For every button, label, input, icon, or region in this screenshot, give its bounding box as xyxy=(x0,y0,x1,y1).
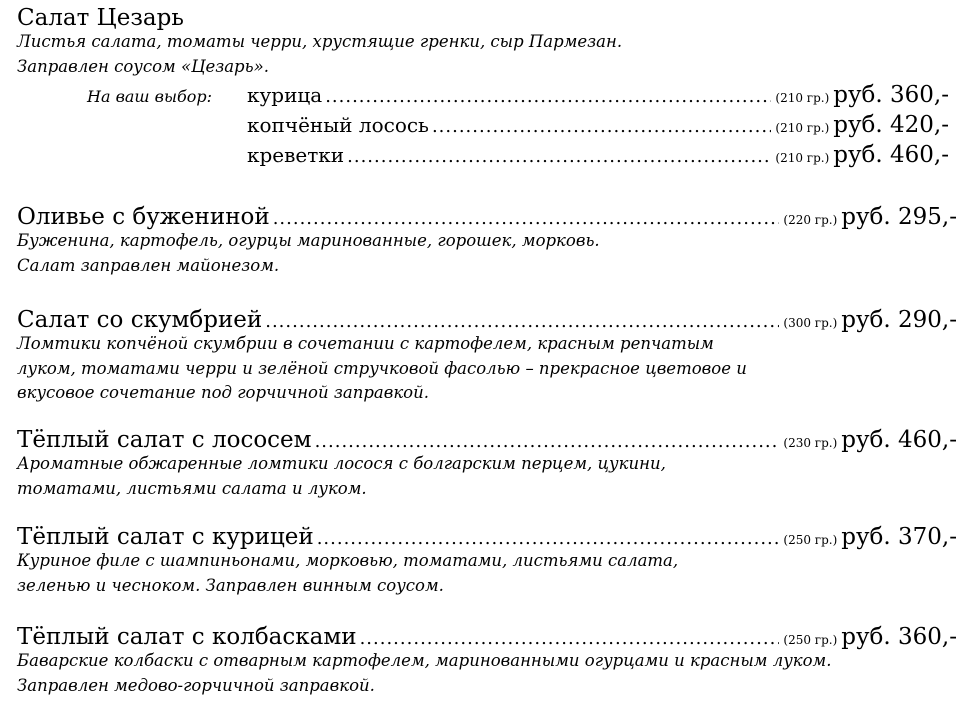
dish-price: руб. 460,- xyxy=(841,427,957,453)
option-weight: (210 гр.) xyxy=(775,151,830,165)
dish-description xyxy=(17,452,957,501)
description-line: Салат заправлен майонезом. xyxy=(17,255,280,275)
option-row-salmon xyxy=(87,110,949,140)
dish-name: Тёплый салат с колбасками xyxy=(17,624,357,650)
description-line: вкусовое сочетание под горчичной заправкой. xyxy=(17,383,429,402)
dish-name: Оливье с бужениной xyxy=(17,204,270,230)
dish-name: Тёплый салат с курицей xyxy=(17,524,314,550)
menu-item-warm-sausages xyxy=(17,622,957,698)
menu-item-warm-salmon xyxy=(17,425,957,501)
menu-item-olivier xyxy=(17,202,957,278)
dish-price: руб. 360,- xyxy=(841,624,957,650)
option-name: копчёный лосось xyxy=(247,113,429,137)
dish-price: руб. 370,- xyxy=(841,524,957,550)
dish-description xyxy=(17,229,957,278)
description-line: Куриное филе с шампиньонами, морковью, томатами, листьями салата, xyxy=(17,551,679,570)
description-line: луком, томатами черри и зелёной стручковой фасолью – прекрасное цветовое и xyxy=(17,358,747,378)
dish-weight: (300 гр.) xyxy=(783,316,838,330)
option-price: руб. 420,- xyxy=(833,112,949,138)
dot-leader xyxy=(432,112,771,142)
dish-description xyxy=(17,649,957,698)
description-line: Заправлен медово-горчичной заправкой. xyxy=(17,675,375,695)
dish-weight: (250 гр.) xyxy=(783,633,838,647)
dish-description xyxy=(17,549,957,598)
caesar-options xyxy=(87,80,949,170)
option-name: курица xyxy=(247,83,323,107)
option-price: руб. 360,- xyxy=(833,82,949,108)
dish-name: Тёплый салат с лососем xyxy=(17,427,312,453)
option-weight: (210 гр.) xyxy=(775,121,830,135)
option-name: креветки xyxy=(247,143,345,167)
dish-weight: (230 гр.) xyxy=(783,436,838,450)
dish-price: руб. 295,- xyxy=(841,204,957,230)
menu-item-warm-chicken xyxy=(17,522,957,598)
dish-name: Салат Цезарь xyxy=(17,5,184,31)
description-line: зеленью и чесноком. Заправлен винным соусом. xyxy=(17,575,444,595)
dot-leader xyxy=(347,142,771,172)
description-line: Баварские колбаски с отварным картофелем, маринованными огурцами и красным луком. xyxy=(17,651,832,670)
dish-name: Салат со скумбрией xyxy=(17,307,263,333)
menu-item-caesar xyxy=(17,3,957,79)
option-price: руб. 460,- xyxy=(833,142,949,168)
description-line: Ломтики копчёной скумбрии в сочетании с картофелем, красным репчатым xyxy=(17,334,714,353)
dish-description xyxy=(17,30,957,79)
description-line: Заправлен соусом «Цезарь». xyxy=(17,56,269,76)
dish-weight: (220 гр.) xyxy=(783,213,838,227)
option-weight: (210 гр.) xyxy=(775,91,830,105)
menu-item-mackerel xyxy=(17,305,957,406)
dish-description xyxy=(17,332,957,406)
option-row-chicken xyxy=(87,80,949,110)
option-row-shrimp xyxy=(87,140,949,170)
description-line: Листья салата, томаты черри, хрустящие гренки, сыр Пармезан. xyxy=(17,32,623,51)
dish-price: руб. 290,- xyxy=(841,307,957,333)
description-line: Ароматные обжаренные ломтики лосося с болгарским перцем, цукини, xyxy=(17,454,666,473)
options-label: На ваш выбор: xyxy=(87,87,213,106)
dot-leader xyxy=(325,82,771,112)
description-line: томатами, листьями салата и луком. xyxy=(17,478,367,498)
description-line: Буженина, картофель, огурцы маринованные, горошек, морковь. xyxy=(17,231,600,250)
dish-weight: (250 гр.) xyxy=(783,533,838,547)
